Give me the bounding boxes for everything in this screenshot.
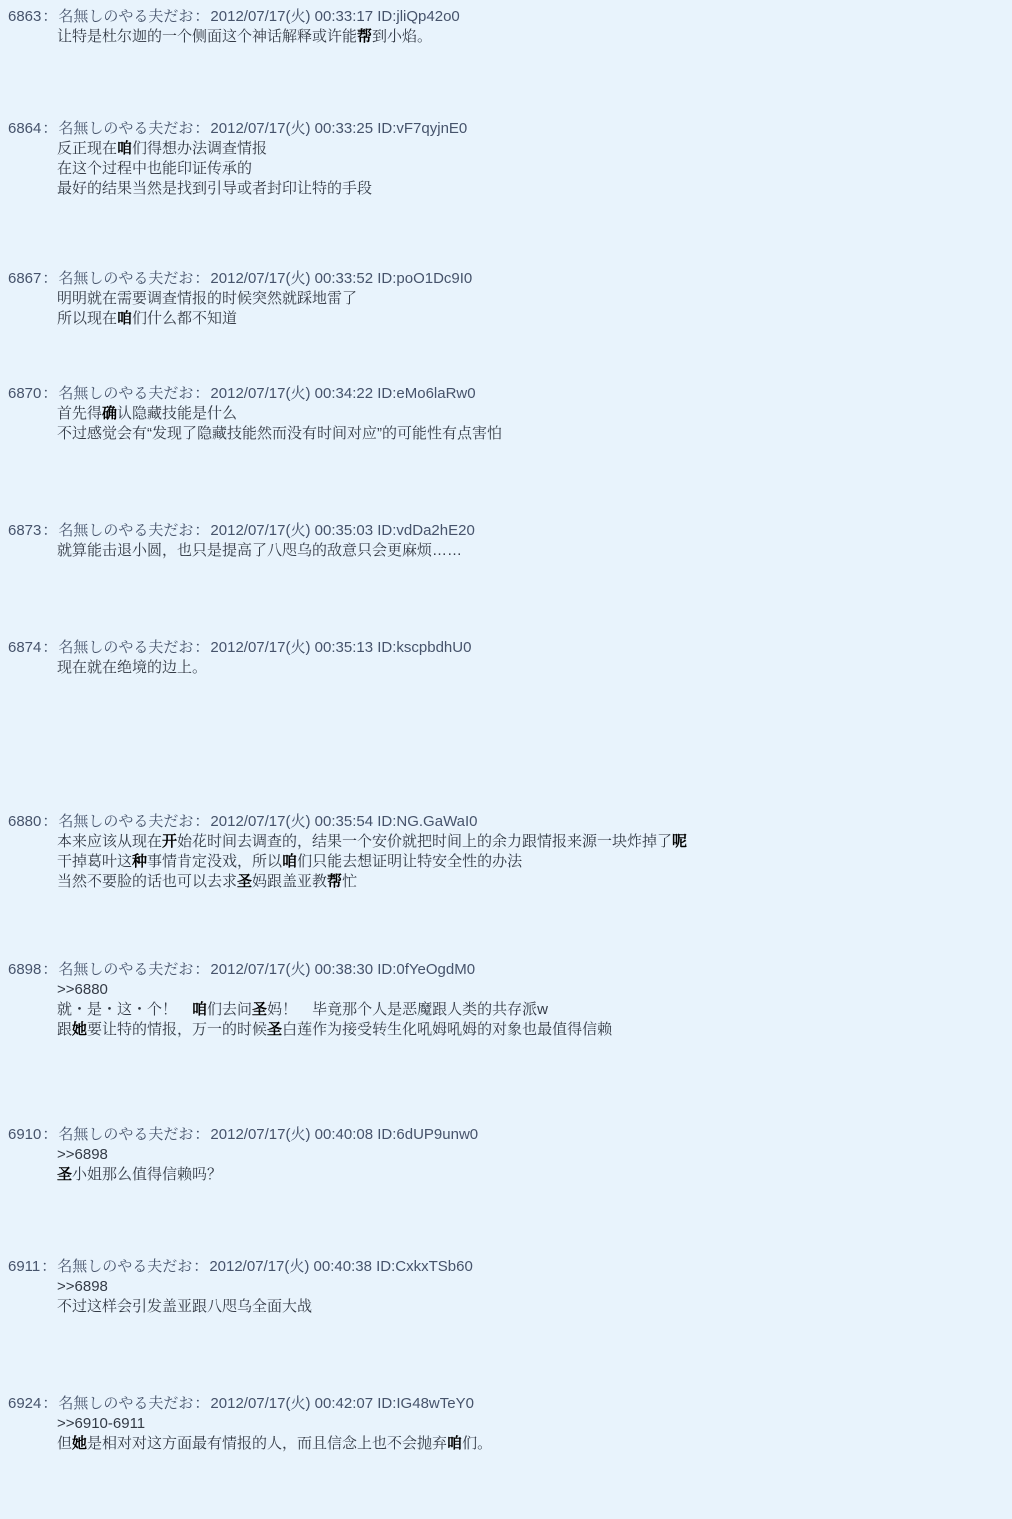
post-body-line [57, 1145, 1004, 1165]
post-datetime: 2012/07/17(火) 00:42:07 [210, 1395, 374, 1412]
post-id: 0fYeOgdM0 [396, 961, 476, 978]
post-text: 们什么都不知道 [132, 310, 238, 327]
post-header [8, 384, 1004, 404]
header-separator: ： [42, 1395, 58, 1412]
post-body-line [57, 289, 1004, 309]
post-body [57, 541, 1004, 561]
post-body-line [57, 1165, 1004, 1185]
post-id: kscpbdhU0 [396, 639, 472, 656]
post-text: 圣 [267, 1021, 283, 1038]
post-body-line [57, 309, 1004, 329]
post-header [8, 119, 1004, 139]
header-separator: ： [194, 270, 210, 287]
post-number: 6880 [8, 813, 42, 830]
post-text: 咱 [117, 310, 133, 327]
header-separator: ： [42, 270, 58, 287]
header-separator: ： [194, 961, 210, 978]
post-header [8, 1394, 1004, 1414]
post-datetime: 2012/07/17(火) 00:33:17 [210, 8, 374, 25]
post-id-prefix: ID: [377, 270, 397, 287]
post-header [8, 960, 1004, 980]
post-id-prefix: ID: [377, 385, 397, 402]
post-datetime: 2012/07/17(火) 00:35:13 [210, 639, 374, 656]
post-text: 妈跟盖亚教 [252, 873, 328, 890]
post-number: 6924 [8, 1395, 42, 1412]
post-header [8, 1125, 1004, 1145]
forum-post [8, 812, 1004, 892]
post-text: 所以现在 [57, 310, 118, 327]
post-text: 最好的结果当然是找到引导或者封印让特的手段 [57, 180, 373, 197]
post-body-line [57, 832, 1004, 852]
forum-post [8, 1257, 1004, 1317]
post-author-name: 名無しのやる夫だお [58, 120, 194, 137]
post-body-line [57, 139, 1004, 159]
post-body-line [57, 159, 1004, 179]
post-text: 圣 [252, 1001, 268, 1018]
forum-post [8, 521, 1004, 561]
post-header [8, 269, 1004, 289]
post-text: 到小焰。 [372, 28, 433, 45]
post-author-name: 名無しのやる夫だお [58, 8, 194, 25]
post-anchor-link[interactable]: >>6898 [57, 1146, 108, 1163]
post-text: 但 [57, 1435, 73, 1452]
post-text: 圣 [237, 873, 253, 890]
post-text: 咱 [192, 1001, 208, 1018]
post-id-prefix: ID: [376, 1258, 396, 1275]
post-id-prefix: ID: [377, 522, 397, 539]
post-text: 她 [72, 1021, 88, 1038]
header-separator: ： [42, 961, 58, 978]
post-id-prefix: ID: [377, 1395, 397, 1412]
post-datetime: 2012/07/17(火) 00:33:52 [210, 270, 374, 287]
post-text: 们去问 [207, 1001, 253, 1018]
header-separator: ： [42, 1126, 58, 1143]
post-body [57, 1277, 1004, 1317]
post-text: 忙 [342, 873, 358, 890]
post-body-line [57, 179, 1004, 199]
post-body [57, 139, 1004, 199]
post-text: 帮 [357, 28, 373, 45]
header-separator: ： [42, 120, 58, 137]
post-id-prefix: ID: [377, 813, 397, 830]
post-text: 干掉葛叶这 [57, 853, 133, 870]
post-text: 本来应该从现在 [57, 833, 163, 850]
post-body-line [57, 872, 1004, 892]
post-datetime: 2012/07/17(火) 00:38:30 [210, 961, 374, 978]
post-body [57, 404, 1004, 444]
post-author-name: 名無しのやる夫だお [58, 961, 194, 978]
post-number: 6867 [8, 270, 42, 287]
post-id-prefix: ID: [377, 8, 397, 25]
post-text: 开 [162, 833, 178, 850]
post-id: eMo6laRw0 [396, 385, 476, 402]
post-header [8, 812, 1004, 832]
header-separator: ： [42, 522, 58, 539]
post-text: 就算能击退小圆，也只是提高了八咫乌的敌意只会更麻烦…… [57, 542, 463, 559]
header-separator: ： [42, 385, 58, 402]
post-id: jliQp42o0 [396, 8, 460, 25]
post-text: 就・是・这・个！ [57, 1001, 193, 1018]
forum-post [8, 638, 1004, 678]
post-id-prefix: ID: [377, 639, 397, 656]
post-number: 6898 [8, 961, 42, 978]
header-separator: ： [42, 8, 58, 25]
post-id: poO1Dc9I0 [396, 270, 473, 287]
post-body-line [57, 1414, 1004, 1434]
header-separator: ： [42, 639, 58, 656]
post-text: 跟 [57, 1021, 73, 1038]
header-separator: ： [41, 1258, 57, 1275]
post-text: 妈！ 毕竟那个人是恶魔跟人类的共存派w [267, 1001, 548, 1018]
post-author-name: 名無しのやる夫だお [58, 522, 194, 539]
post-body [57, 1414, 1004, 1454]
header-separator: ： [194, 1126, 210, 1143]
post-text: 要让特的情报，万一的时候 [87, 1021, 268, 1038]
header-separator: ： [193, 1258, 209, 1275]
post-datetime: 2012/07/17(火) 00:35:03 [210, 522, 374, 539]
post-number: 6910 [8, 1126, 42, 1143]
post-text: 呢 [672, 833, 688, 850]
post-author-name: 名無しのやる夫だお [58, 1126, 194, 1143]
post-text: 帮 [327, 873, 343, 890]
forum-post [8, 384, 1004, 444]
post-text: 首先得 [57, 405, 103, 422]
post-text: 不过感觉会有“发现了隐藏技能然而没有时间对应”的可能性有点害怕 [57, 425, 502, 442]
post-header [8, 7, 1004, 27]
post-datetime: 2012/07/17(火) 00:34:22 [210, 385, 374, 402]
post-header [8, 1257, 1004, 1277]
post-id: NG.GaWaI0 [396, 813, 478, 830]
post-text: 咱 [117, 140, 133, 157]
header-separator: ： [194, 8, 210, 25]
post-text: 是相对对这方面最有情报的人，而且信念上也不会抛弃 [87, 1435, 448, 1452]
post-author-name: 名無しのやる夫だお [58, 270, 194, 287]
post-author-name: 名無しのやる夫だお [57, 1258, 193, 1275]
post-text: 种 [132, 853, 148, 870]
post-body-line [57, 1297, 1004, 1317]
post-id-prefix: ID: [377, 1126, 397, 1143]
post-body-line [57, 424, 1004, 444]
post-body-line [57, 1020, 1004, 1040]
post-text: 圣 [57, 1166, 73, 1183]
post-text: 们。 [462, 1435, 493, 1452]
post-body [57, 289, 1004, 329]
post-number: 6863 [8, 8, 42, 25]
post-body-line [57, 404, 1004, 424]
post-text: 认隐藏技能是什么 [117, 405, 238, 422]
post-header [8, 521, 1004, 541]
post-text: 在这个过程中也能印证传承的 [57, 160, 253, 177]
post-number: 6864 [8, 120, 42, 137]
post-id: IG48wTeY0 [396, 1395, 474, 1412]
forum-post [8, 119, 1004, 199]
forum-post [8, 1125, 1004, 1185]
post-body [57, 1145, 1004, 1185]
post-id: 6dUP9unw0 [396, 1126, 479, 1143]
post-body [57, 980, 1004, 1040]
header-separator: ： [194, 522, 210, 539]
post-body-line [57, 1434, 1004, 1454]
post-datetime: 2012/07/17(火) 00:40:38 [209, 1258, 372, 1275]
post-body-line [57, 27, 1004, 47]
header-separator: ： [194, 120, 210, 137]
post-text: 让特是杜尔迦的一个侧面这个神话解释或许能 [57, 28, 358, 45]
forum-post [8, 269, 1004, 329]
post-body [57, 832, 1004, 892]
post-text: 不过这样会引发盖亚跟八咫乌全面大战 [57, 1298, 313, 1315]
post-id: vF7qyjnE0 [396, 120, 468, 137]
post-text: 确 [102, 405, 118, 422]
header-separator: ： [42, 813, 58, 830]
post-anchor-link[interactable]: >>6880 [57, 981, 108, 998]
post-text: 她 [72, 1435, 88, 1452]
post-author-name: 名無しのやる夫だお [58, 813, 194, 830]
header-separator: ： [194, 639, 210, 656]
forum-post [8, 1394, 1004, 1454]
post-text: 现在就在绝境的边上。 [57, 659, 208, 676]
post-body-line [57, 541, 1004, 561]
post-author-name: 名無しのやる夫だお [58, 1395, 194, 1412]
post-id-prefix: ID: [377, 961, 397, 978]
post-text: 明明就在需要调查情报的时候突然就踩地雷了 [57, 290, 358, 307]
post-text: 咱 [282, 853, 298, 870]
post-text: 咱 [447, 1435, 463, 1452]
post-text: 始花时间去调查的，结果一个安价就把时间上的余力跟情报来源一块炸掉了 [177, 833, 673, 850]
post-number: 6870 [8, 385, 42, 402]
post-number: 6873 [8, 522, 42, 539]
post-datetime: 2012/07/17(火) 00:40:08 [210, 1126, 374, 1143]
post-id: vdDa2hE20 [396, 522, 475, 539]
post-text: 们得想办法调查情报 [132, 140, 268, 157]
post-author-name: 名無しのやる夫だお [58, 385, 194, 402]
post-anchor-link[interactable]: >>6910-6911 [57, 1415, 146, 1432]
post-body-line [57, 658, 1004, 678]
post-anchor-link[interactable]: >>6898 [57, 1278, 108, 1295]
post-author-name: 名無しのやる夫だお [58, 639, 194, 656]
post-text: 反正现在 [57, 140, 118, 157]
header-separator: ： [194, 813, 210, 830]
post-number: 6874 [8, 639, 42, 656]
post-header [8, 638, 1004, 658]
post-body [57, 658, 1004, 678]
post-text: 事情肯定没戏，所以 [147, 853, 283, 870]
post-body-line [57, 852, 1004, 872]
post-text: 白莲作为接受转生化吼姆吼姆的对象也最值得信赖 [282, 1021, 613, 1038]
post-datetime: 2012/07/17(火) 00:35:54 [210, 813, 374, 830]
post-body-line [57, 1000, 1004, 1020]
post-id-prefix: ID: [377, 120, 397, 137]
header-separator: ： [194, 1395, 210, 1412]
post-body [57, 27, 1004, 47]
post-body-line [57, 980, 1004, 1000]
post-id: CxkxTSb60 [395, 1258, 473, 1275]
forum-post [8, 7, 1004, 47]
header-separator: ： [194, 385, 210, 402]
post-number: 6911 [8, 1258, 41, 1275]
post-text: 当然不要脸的话也可以去求 [57, 873, 238, 890]
post-body-line [57, 1277, 1004, 1297]
post-text: 们只能去想证明让特安全性的办法 [297, 853, 523, 870]
forum-post [8, 960, 1004, 1040]
post-datetime: 2012/07/17(火) 00:33:25 [210, 120, 374, 137]
post-text: 小姐那么值得信赖吗？ [72, 1166, 223, 1183]
